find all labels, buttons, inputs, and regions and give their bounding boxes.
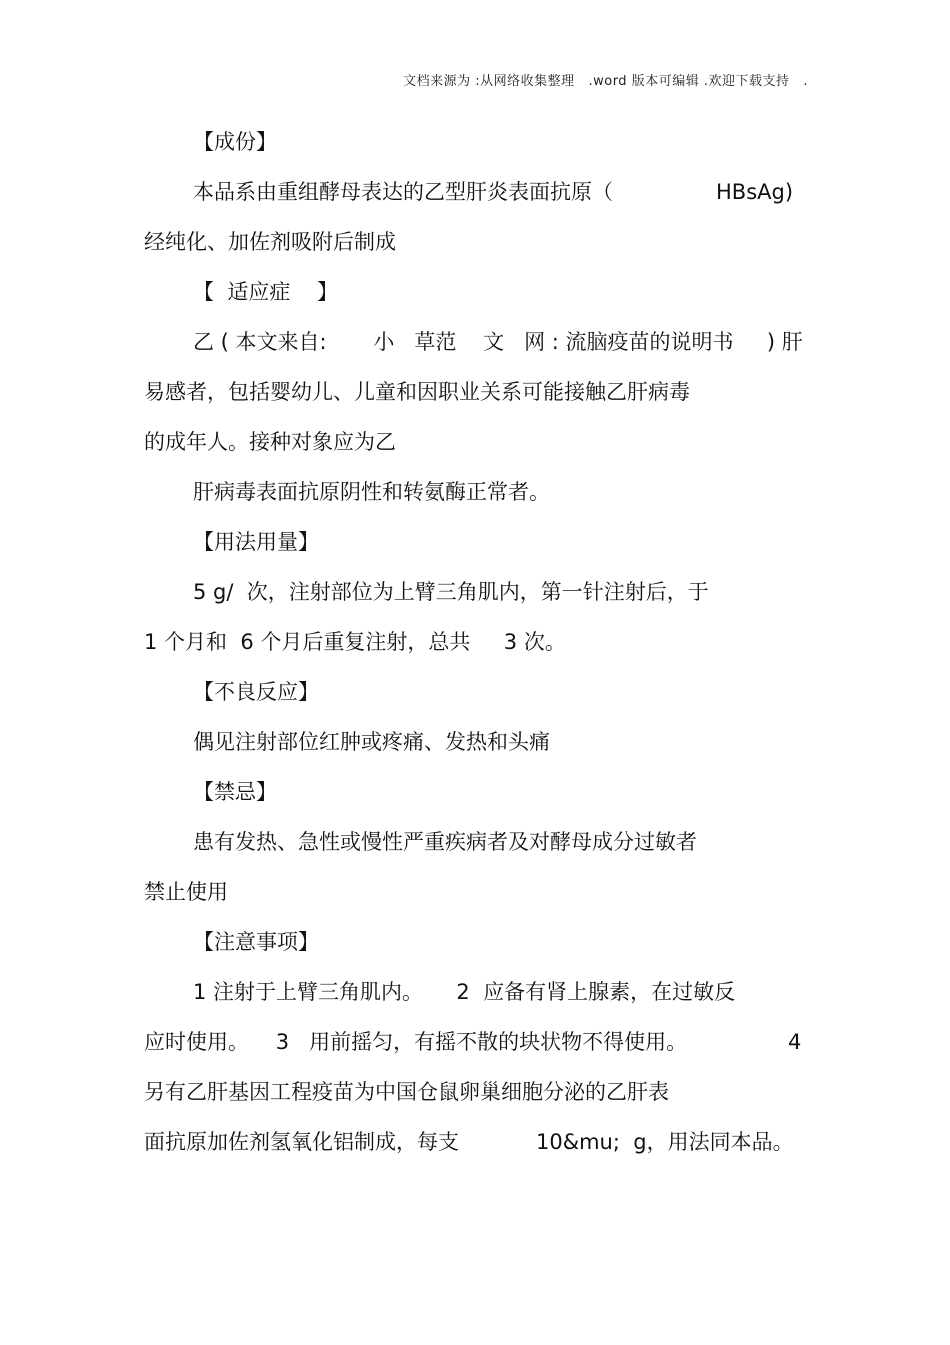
heading-dosage: 【用法用量】 xyxy=(193,530,319,554)
paragraph-line: 面抗原加佐剂氢氧化铝制成，每支 xyxy=(144,1130,459,1154)
paragraph-line-suffix: HBsAg) xyxy=(716,180,794,204)
paragraph-line: 易感者，包括婴幼儿、儿童和因职业关系可能接触乙肝病毒 xyxy=(144,380,690,404)
heading-indications: 【 适应症 】 xyxy=(193,280,339,304)
paragraph-line: 经纯化、加佐剂吸附后制成 xyxy=(144,230,396,254)
paragraph-line: 禁止使用 xyxy=(144,880,228,904)
paragraph-line: 肝病毒表面抗原阴性和转氨酶正常者。 xyxy=(193,480,550,504)
paragraph-line: 乙 ( 本文来自: 小 草范 文 网 : 流脑疫苗的说明书 ) 肝 xyxy=(193,330,803,354)
paragraph-line: 另有乙肝基因工程疫苗为中国仓鼠卵巢细胞分泌的乙肝表 xyxy=(144,1080,669,1104)
paragraph-line: 患有发热、急性或慢性严重疾病者及对酵母成分过敏者 xyxy=(193,830,697,854)
heading-precautions: 【注意事项】 xyxy=(193,930,319,954)
paragraph-line-suffix: 4 xyxy=(788,1030,802,1054)
page-header-note: 文档来源为 :从网络收集整理 .word 版本可编辑 .欢迎下载支持 . xyxy=(403,74,808,89)
heading-ingredients: 【成份】 xyxy=(193,130,277,154)
heading-adverse-reactions: 【不良反应】 xyxy=(193,680,319,704)
paragraph-line: 的成年人。接种对象应为乙 xyxy=(144,430,396,454)
heading-contraindications: 【禁忌】 xyxy=(193,780,277,804)
paragraph-line: 1 个月和 6 个月后重复注射，总共 3 次。 xyxy=(144,630,566,654)
paragraph-line: 5 g/ 次，注射部位为上臂三角肌内，第一针注射后，于 xyxy=(193,580,709,604)
paragraph-line: 1 注射于上臂三角肌内。 2 应备有肾上腺素，在过敏反 xyxy=(193,980,736,1004)
paragraph-line: 本品系由重组酵母表达的乙型肝炎表面抗原（ xyxy=(193,180,613,204)
paragraph-line: 偶见注射部位红肿或疼痛、发热和头痛 xyxy=(193,730,550,754)
paragraph-line-suffix: 10&mu; g，用法同本品。 xyxy=(536,1130,794,1154)
paragraph-line: 应时使用。 3 用前摇匀，有摇不散的块状物不得使用。 xyxy=(144,1030,688,1054)
